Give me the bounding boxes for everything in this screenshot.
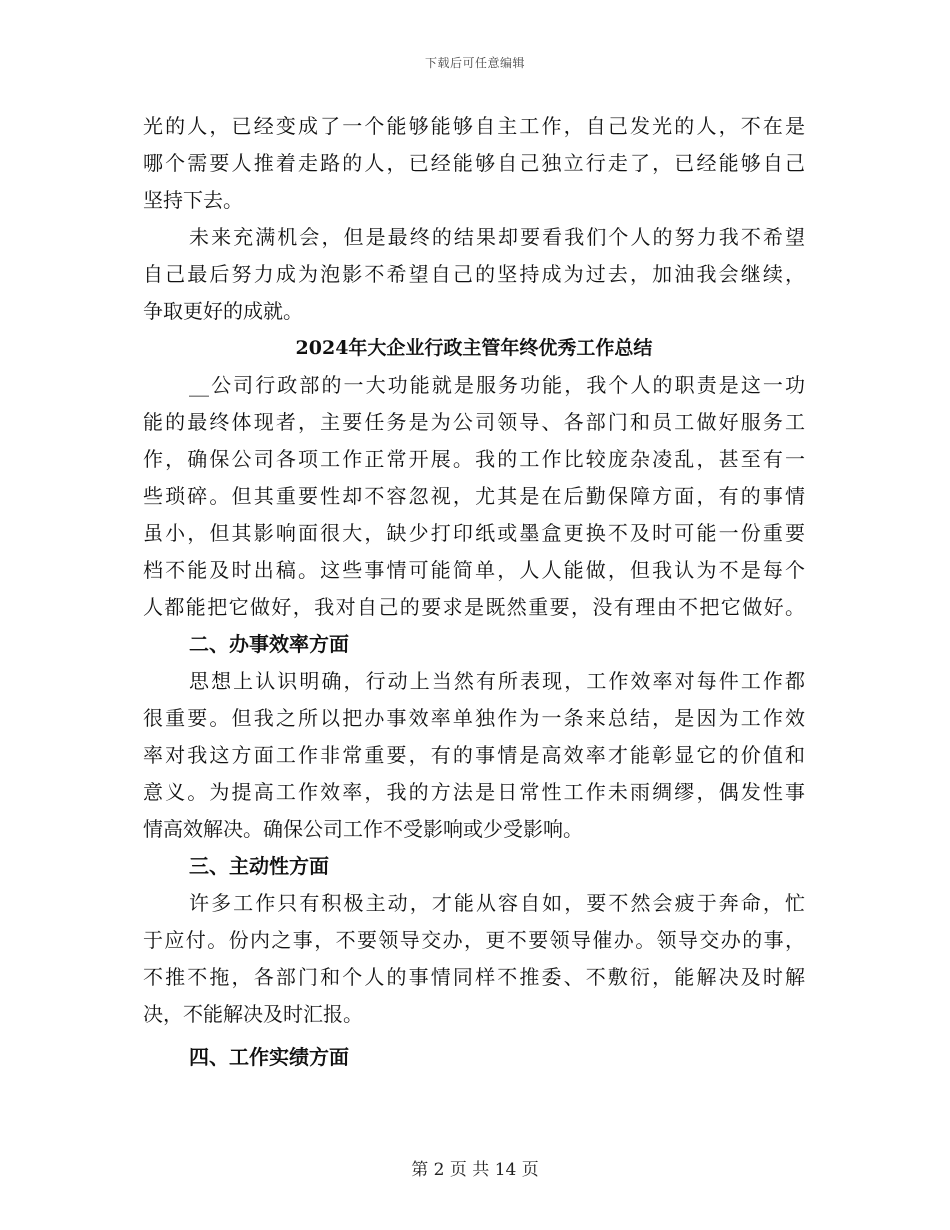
page-number: 第 2 页 共 14 页 (411, 1160, 539, 1180)
paragraph-line: 哪个需要人推着走路的人，已经能够自己独立行走了，已经能够自己 (143, 151, 805, 175)
paragraph-5 (143, 885, 805, 1033)
page-header: 下载后可任意编辑 (424, 56, 525, 70)
paragraph-line: 些琐碎。但其重要性却不容忽视，尤其是在后勤保障方面，有的事情 (143, 484, 805, 508)
paragraph-1 (143, 108, 805, 219)
paragraph-line: 争取更好的成就。 (143, 299, 303, 323)
paragraph-line: 率对我这方面工作非常重要，有的事情是高效率才能彰显它的价值和 (143, 743, 805, 767)
paragraph-line: 虽小，但其影响面很大，缺少打印纸或墨盒更换不及时可能一份重要 (143, 521, 805, 545)
paragraph-line: 自己最后努力成为泡影不希望自己的坚持成为过去，加油我会继续， (143, 262, 805, 286)
paragraph-line: 许多工作只有积极主动，才能从容自如，要不然会疲于奔命，忙 (189, 891, 805, 915)
paragraph-line: 思想上认识明确，行动上当然有所表现，工作效率对每件工作都 (189, 669, 805, 693)
section-heading: 二、办事效率方面 (189, 632, 349, 656)
paragraph-line: 意义。为提高工作效率，我的方法是日常性工作未雨绸缪，偶发性事 (143, 780, 805, 804)
paragraph-line: 能的最终体现者，主要任务是为公司领导、各部门和员工做好服务工 (143, 410, 805, 434)
document-title: 2024年大企业行政主管年终优秀工作总结 (295, 337, 653, 359)
paragraph-line: 未来充满机会，但是最终的结果却要看我们个人的努力我不希望 (189, 225, 805, 249)
paragraph-line: 情高效解决。确保公司工作不受影响或少受影响。 (143, 817, 583, 841)
paragraph-line: __公司行政部的一大功能就是服务功能，我个人的职责是这一功 (189, 373, 805, 397)
paragraph-line: 作，确保公司各项工作正常开展。我的工作比较庞杂凌乱，甚至有一 (143, 447, 805, 471)
paragraph-line: 于应付。份内之事，不要领导交办，更不要领导催办。领导交办的事， (143, 928, 805, 952)
paragraph-line: 人都能把它做好，我对自己的要求是既然重要，没有理由不把它做好。 (143, 595, 805, 619)
paragraph-3 (143, 367, 805, 626)
paragraph-4 (143, 663, 805, 848)
section-heading: 三、主动性方面 (189, 854, 329, 878)
paragraph-line: 很重要。但我之所以把办事效率单独作为一条来总结，是因为工作效 (143, 706, 805, 730)
paragraph-2 (143, 219, 805, 330)
paragraph-line: 档不能及时出稿。这些事情可能简单，人人能做，但我认为不是每个 (143, 558, 805, 582)
paragraph-line: 不推不拖，各部门和个人的事情同样不推委、不敷衍，能解决及时解 (143, 965, 805, 989)
section-heading: 四、工作实绩方面 (189, 1045, 349, 1069)
paragraph-line: 光的人，已经变成了一个能够能够自主工作，自己发光的人，不在是 (143, 114, 805, 138)
paragraph-line: 决，不能解决及时汇报。 (143, 1002, 363, 1026)
document-body (143, 108, 805, 1076)
paragraph-line: 坚持下去。 (143, 188, 243, 212)
